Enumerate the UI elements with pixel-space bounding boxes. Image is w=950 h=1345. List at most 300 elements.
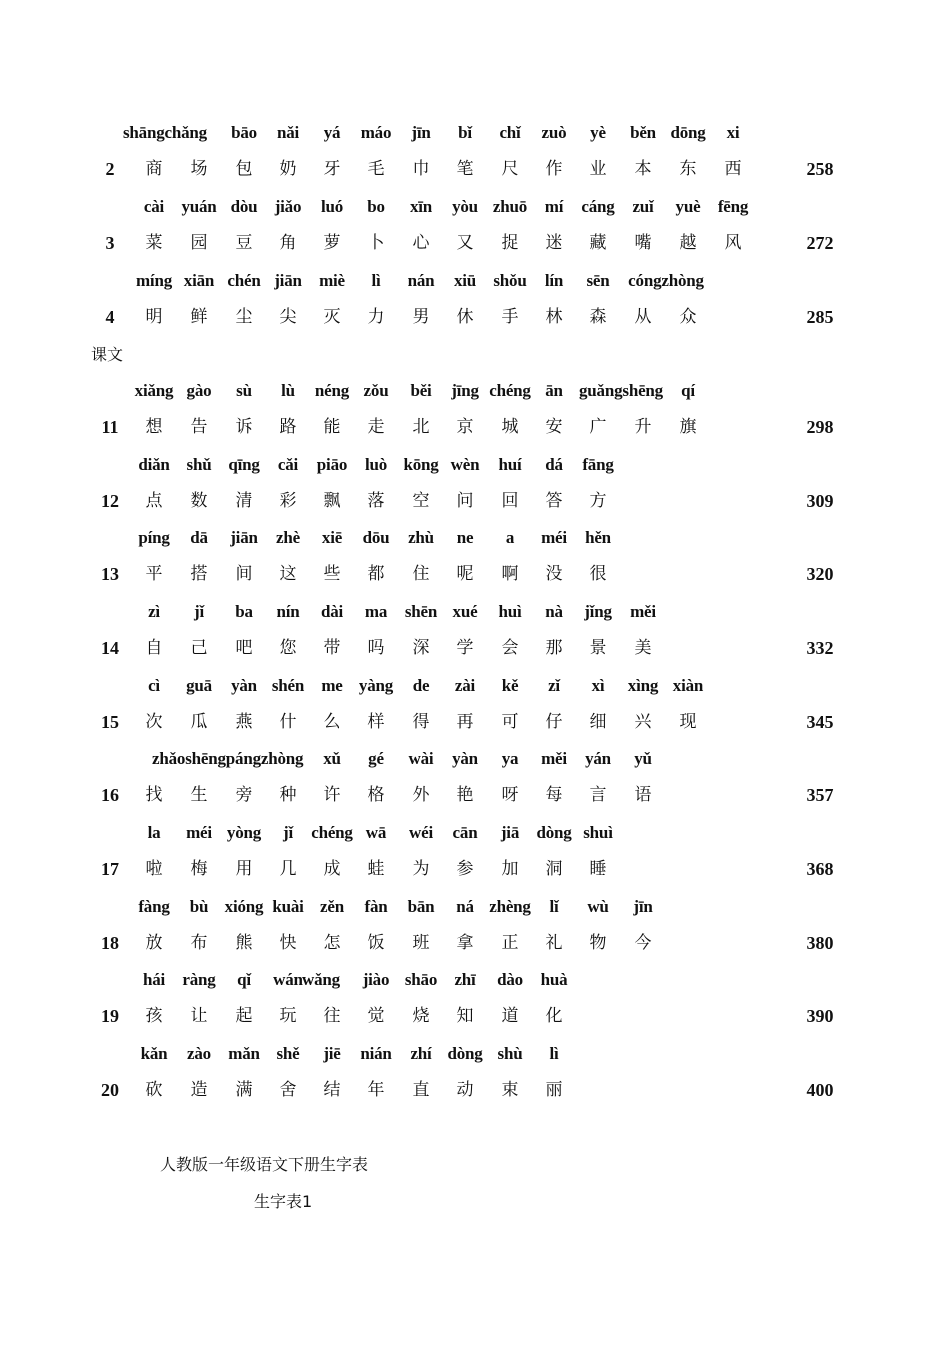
page-number: 309 <box>806 491 834 511</box>
hanzi-character: 菜 <box>145 233 163 253</box>
pinyin-syllable: jīn <box>633 897 653 916</box>
hanzi-character: 巾 <box>412 159 430 179</box>
pinyin-syllable: yòu <box>452 197 478 216</box>
pinyin-syllable: sù <box>236 381 252 400</box>
lesson-block <box>0 892 950 966</box>
pinyin-syllable: shāngchǎng <box>123 123 207 142</box>
pinyin-syllable: běi <box>410 381 432 400</box>
hanzi-character: 彩 <box>279 491 297 511</box>
hanzi-character: 尖 <box>279 307 297 327</box>
hanzi-character: 再 <box>456 712 474 732</box>
hanzi-character: 带 <box>323 638 341 658</box>
pinyin-syllable: fēng <box>717 197 749 216</box>
pinyin-row <box>0 597 950 627</box>
section-label: 课文 <box>91 345 124 364</box>
pinyin-syllable: méi <box>186 823 212 842</box>
pinyin-syllable: dòng <box>447 1044 483 1063</box>
pinyin-syllable: zuǐ <box>632 197 654 216</box>
hanzi-character: 得 <box>412 712 430 732</box>
hanzi-character: 鲜 <box>190 307 208 327</box>
pinyin-syllable: huí <box>498 455 522 474</box>
hanzi-character: 萝 <box>323 233 341 253</box>
hanzi-character: 搭 <box>190 564 208 584</box>
hanzi-character: 仔 <box>545 712 563 732</box>
pinyin-syllable: bù <box>189 897 209 916</box>
hanzi-character: 灭 <box>323 307 341 327</box>
pinyin-syllable: diǎn <box>138 455 170 474</box>
lesson-number: 12 <box>101 491 119 511</box>
pinyin-syllable: chén <box>227 271 261 290</box>
pinyin-syllable: de <box>412 676 430 695</box>
pinyin-syllable: nǎi <box>276 123 300 142</box>
pinyin-syllable: shǒu <box>493 271 527 290</box>
hanzi-character: 外 <box>412 785 430 805</box>
hanzi-character: 起 <box>235 1006 253 1026</box>
page-number: 298 <box>806 417 834 437</box>
pinyin-syllable: la <box>147 823 161 842</box>
pinyin-syllable: qí <box>681 381 695 400</box>
page-number: 285 <box>806 307 834 327</box>
hanzi-character: 玩 <box>279 1006 297 1026</box>
pinyin-syllable: guā <box>186 676 212 695</box>
lesson-number: 16 <box>101 785 119 805</box>
pinyin-syllable: qīng <box>228 455 260 474</box>
hanzi-row <box>0 154 950 184</box>
hanzi-character: 语 <box>634 785 652 805</box>
pinyin-syllable: wǎng <box>302 970 340 989</box>
hanzi-character: 燕 <box>235 712 253 732</box>
hanzi-character: 艳 <box>456 785 474 805</box>
hanzi-character: 东 <box>679 159 697 179</box>
hanzi-character: 毛 <box>367 159 385 179</box>
pinyin-syllable: shēn <box>404 602 438 621</box>
hanzi-row <box>0 780 950 810</box>
page-number: 380 <box>806 933 834 953</box>
pinyin-syllable: kōng <box>403 455 439 474</box>
pinyin-syllable: yàn <box>452 749 478 768</box>
pinyin-syllable: zǐ <box>548 676 560 695</box>
pinyin-syllable: zài <box>454 676 476 695</box>
pinyin-syllable: lín <box>544 271 564 290</box>
pinyin-syllable: yàng <box>358 676 394 695</box>
hanzi-character: 落 <box>367 491 385 511</box>
lesson-number: 14 <box>101 638 119 658</box>
pinyin-row <box>0 118 950 148</box>
page-number: 368 <box>806 859 834 879</box>
pinyin-syllable: cáng <box>581 197 615 216</box>
pinyin-syllable: luò <box>364 455 388 474</box>
pinyin-syllable: shě <box>276 1044 300 1063</box>
hanzi-character: 放 <box>145 933 163 953</box>
hanzi-character: 孩 <box>145 1006 163 1026</box>
pinyin-syllable: wù <box>587 897 609 916</box>
page-number: 357 <box>806 785 834 805</box>
hanzi-character: 知 <box>456 1006 474 1026</box>
hanzi-character: 平 <box>145 564 163 584</box>
hanzi-character: 化 <box>545 1006 563 1026</box>
pinyin-syllable: fàn <box>364 897 388 916</box>
hanzi-character: 呀 <box>501 785 519 805</box>
pinyin-syllable: dòng <box>536 823 572 842</box>
hanzi-character: 每 <box>545 785 563 805</box>
hanzi-character: 满 <box>235 1080 253 1100</box>
hanzi-row <box>0 1001 950 1031</box>
hanzi-character: 角 <box>279 233 297 253</box>
pinyin-syllable: zhè <box>276 528 300 547</box>
pinyin-syllable: jiān <box>230 528 258 547</box>
pinyin-syllable: xi <box>726 123 740 142</box>
pinyin-syllable: xióng <box>224 897 264 916</box>
hanzi-character: 森 <box>589 307 607 327</box>
pinyin-syllable: zào <box>187 1044 211 1063</box>
hanzi-character: 点 <box>145 491 163 511</box>
lesson-block <box>0 744 950 818</box>
pinyin-syllable: chǐ <box>499 123 521 142</box>
hanzi-character: 回 <box>501 491 519 511</box>
pinyin-syllable: ne <box>456 528 474 547</box>
hanzi-character: 布 <box>190 933 208 953</box>
pinyin-syllable: jiǎo <box>274 197 302 216</box>
hanzi-character: 业 <box>589 159 607 179</box>
pinyin-syllable: yuán <box>181 197 217 216</box>
hanzi-character: 觉 <box>367 1006 385 1026</box>
footer-subtitle: 生字表1 <box>254 1192 313 1211</box>
hanzi-character: 造 <box>190 1080 208 1100</box>
lesson-block <box>0 1039 950 1113</box>
hanzi-row <box>0 1075 950 1105</box>
pinyin-syllable: xiàn <box>672 676 704 695</box>
pinyin-syllable: máo <box>360 123 392 142</box>
pinyin-syllable: jiān <box>274 271 302 290</box>
pinyin-syllable: qǐ <box>237 970 251 989</box>
hanzi-character: 言 <box>589 785 607 805</box>
pinyin-syllable: bān <box>407 897 435 916</box>
lesson-number: 19 <box>101 1006 119 1026</box>
lesson-block <box>0 450 950 524</box>
pinyin-syllable: zěn <box>320 897 344 916</box>
pinyin-syllable: zǒu <box>363 381 389 400</box>
pinyin-syllable: shuì <box>583 823 613 842</box>
hanzi-character: 林 <box>545 307 563 327</box>
hanzi-character: 心 <box>412 233 430 253</box>
hanzi-character: 自 <box>145 638 163 658</box>
hanzi-character: 今 <box>634 933 652 953</box>
pinyin-row <box>0 892 950 922</box>
hanzi-character: 次 <box>145 712 163 732</box>
hanzi-character: 那 <box>545 638 563 658</box>
hanzi-character: 广 <box>589 417 607 437</box>
hanzi-character: 众 <box>679 307 697 327</box>
hanzi-character: 让 <box>190 1006 208 1026</box>
hanzi-character: 呢 <box>456 564 474 584</box>
hanzi-character: 细 <box>589 712 607 732</box>
hanzi-character: 住 <box>412 564 430 584</box>
hanzi-character: 旁 <box>235 785 253 805</box>
pinyin-syllable: xiǎng <box>134 381 174 400</box>
hanzi-row <box>0 302 950 332</box>
hanzi-character: 西 <box>724 159 742 179</box>
pinyin-row <box>0 266 950 296</box>
pinyin-syllable: cǎi <box>277 455 299 474</box>
lesson-number: 18 <box>101 933 119 953</box>
hanzi-character: 往 <box>323 1006 341 1026</box>
pinyin-syllable: běn <box>630 123 656 142</box>
lesson-number: 17 <box>101 859 119 879</box>
pinyin-syllable: xìng <box>627 676 659 695</box>
hanzi-character: 兴 <box>634 712 652 732</box>
hanzi-character: 场 <box>190 159 208 179</box>
pinyin-syllable: a <box>505 528 515 547</box>
hanzi-character: 很 <box>589 564 607 584</box>
pinyin-syllable: wā <box>365 823 387 842</box>
hanzi-character: 都 <box>367 564 385 584</box>
hanzi-character: 北 <box>412 417 430 437</box>
pinyin-syllable: bǐ <box>458 123 472 142</box>
pinyin-syllable: huì <box>498 602 522 621</box>
hanzi-character: 这 <box>279 564 297 584</box>
pinyin-syllable: xǔ <box>323 749 341 768</box>
lesson-block <box>0 965 950 1039</box>
hanzi-character: 豆 <box>235 233 253 253</box>
pinyin-syllable: zhuō <box>492 197 528 216</box>
hanzi-character: 睡 <box>589 859 607 879</box>
pinyin-syllable: cài <box>143 197 165 216</box>
pinyin-syllable: yán <box>585 749 611 768</box>
pinyin-syllable: kuài <box>272 897 304 916</box>
hanzi-character: 束 <box>501 1080 519 1100</box>
pinyin-syllable: xiū <box>453 271 477 290</box>
hanzi-character: 升 <box>634 417 652 437</box>
pinyin-syllable: dā <box>190 528 208 547</box>
hanzi-character: 拿 <box>456 933 474 953</box>
hanzi-character: 园 <box>190 233 208 253</box>
hanzi-character: 旗 <box>679 417 697 437</box>
hanzi-row <box>0 559 950 589</box>
lesson-block <box>0 597 950 671</box>
page-number: 320 <box>806 564 834 584</box>
pinyin-syllable: dōng <box>670 123 706 142</box>
pinyin-syllable: zhī <box>454 970 476 989</box>
pinyin-syllable: lì <box>371 271 381 290</box>
hanzi-character: 己 <box>190 638 208 658</box>
pinyin-syllable: cān <box>452 823 478 842</box>
pinyin-syllable: ma <box>364 602 388 621</box>
hanzi-character: 舍 <box>279 1080 297 1100</box>
pinyin-syllable: lì <box>549 1044 559 1063</box>
hanzi-character: 么 <box>323 712 341 732</box>
lesson-number: 20 <box>101 1080 119 1100</box>
pinyin-syllable: wài <box>408 749 434 768</box>
hanzi-character: 加 <box>501 859 519 879</box>
pinyin-syllable: jǐ <box>194 602 204 621</box>
pinyin-row <box>0 450 950 480</box>
hanzi-character: 商 <box>145 159 163 179</box>
pinyin-syllable: yàn <box>231 676 257 695</box>
pinyin-syllable: miè <box>319 271 345 290</box>
pinyin-syllable: xīn <box>409 197 433 216</box>
page-number: 390 <box>806 1006 834 1026</box>
pinyin-syllable: yè <box>590 123 606 142</box>
pinyin-syllable: měi <box>541 749 567 768</box>
hanzi-row <box>0 228 950 258</box>
pinyin-syllable: hěn <box>585 528 611 547</box>
hanzi-character: 本 <box>634 159 652 179</box>
hanzi-character: 清 <box>235 491 253 511</box>
hanzi-character: 路 <box>279 417 297 437</box>
pinyin-syllable: wèn <box>450 455 480 474</box>
pinyin-syllable: jīng <box>451 381 479 400</box>
page-number: 345 <box>806 712 834 732</box>
hanzi-character: 京 <box>456 417 474 437</box>
hanzi-character: 想 <box>145 417 163 437</box>
hanzi-character: 结 <box>323 1080 341 1100</box>
pinyin-syllable: wéi <box>409 823 433 842</box>
hanzi-row <box>0 928 950 958</box>
lesson-number: 13 <box>101 564 119 584</box>
hanzi-character: 饭 <box>367 933 385 953</box>
hanzi-character: 城 <box>501 417 519 437</box>
pinyin-syllable: lù <box>281 381 295 400</box>
pinyin-syllable: zhǎoshēngpángzhòng <box>152 749 304 768</box>
hanzi-character: 洞 <box>545 859 563 879</box>
hanzi-character: 能 <box>323 417 341 437</box>
hanzi-character: 直 <box>412 1080 430 1100</box>
hanzi-character: 告 <box>190 417 208 437</box>
pinyin-syllable: huà <box>540 970 568 989</box>
hanzi-character: 找 <box>145 785 163 805</box>
lesson-number: 3 <box>105 233 115 253</box>
pinyin-syllable: jǐng <box>584 602 612 621</box>
hanzi-character: 成 <box>323 859 341 879</box>
hanzi-character: 深 <box>412 638 430 658</box>
hanzi-character: 现 <box>679 712 697 732</box>
pinyin-syllable: lǐ <box>549 897 559 916</box>
hanzi-character: 道 <box>501 1006 519 1026</box>
pinyin-syllable: bo <box>367 197 385 216</box>
hanzi-character: 答 <box>545 491 563 511</box>
pinyin-row <box>0 376 950 406</box>
hanzi-character: 什 <box>279 712 297 732</box>
hanzi-character: 怎 <box>323 933 341 953</box>
pinyin-syllable: luó <box>320 197 344 216</box>
hanzi-character: 问 <box>456 491 474 511</box>
pinyin-syllable: piāo <box>316 455 348 474</box>
pinyin-syllable: jīn <box>411 123 431 142</box>
hanzi-character: 数 <box>190 491 208 511</box>
pinyin-row <box>0 523 950 553</box>
pinyin-syllable: zhù <box>408 528 434 547</box>
hanzi-character: 风 <box>724 233 742 253</box>
hanzi-character: 美 <box>634 638 652 658</box>
hanzi-character: 尺 <box>501 159 519 179</box>
pinyin-syllable: ràng <box>182 970 216 989</box>
pinyin-syllable: xiē <box>321 528 343 547</box>
hanzi-character: 种 <box>279 785 297 805</box>
hanzi-character: 安 <box>545 417 563 437</box>
hanzi-character: 牙 <box>323 159 341 179</box>
pinyin-syllable: jiē <box>323 1044 341 1063</box>
hanzi-character: 您 <box>279 638 297 658</box>
pinyin-syllable: yuè <box>675 197 701 216</box>
hanzi-character: 空 <box>412 491 430 511</box>
lesson-block <box>0 671 950 745</box>
hanzi-character: 熊 <box>235 933 253 953</box>
hanzi-character: 啊 <box>501 564 519 584</box>
hanzi-character: 砍 <box>145 1080 163 1100</box>
hanzi-character: 从 <box>634 307 652 327</box>
pinyin-syllable: míng <box>135 271 173 290</box>
pinyin-syllable: shǔ <box>186 455 212 474</box>
hanzi-character: 诉 <box>235 417 253 437</box>
pinyin-syllable: chéng <box>489 381 531 400</box>
pinyin-syllable: cì <box>148 676 160 695</box>
hanzi-character: 丽 <box>545 1080 563 1100</box>
hanzi-character: 奶 <box>279 159 297 179</box>
hanzi-character: 卜 <box>367 233 385 253</box>
hanzi-row <box>0 854 950 884</box>
hanzi-character: 作 <box>545 159 563 179</box>
pinyin-syllable: ba <box>235 602 253 621</box>
pinyin-syllable: dài <box>320 602 344 621</box>
pinyin-syllable: nián <box>360 1044 392 1063</box>
pinyin-syllable: píng <box>138 528 170 547</box>
pinyin-syllable: yǔ <box>634 749 652 768</box>
hanzi-row <box>0 707 950 737</box>
hanzi-character: 动 <box>456 1080 474 1100</box>
footer-title: 人教版一年级语文下册生字表 <box>160 1155 369 1174</box>
pinyin-syllable: mí <box>544 197 564 216</box>
hanzi-character: 藏 <box>589 233 607 253</box>
lesson-block <box>0 818 950 892</box>
pinyin-row <box>0 744 950 774</box>
pinyin-syllable: xué <box>452 602 478 621</box>
pinyin-syllable: dōu <box>362 528 390 547</box>
pinyin-row <box>0 1039 950 1069</box>
lesson-number: 2 <box>105 159 115 179</box>
pinyin-syllable: nà <box>545 602 563 621</box>
hanzi-character: 蛙 <box>367 859 385 879</box>
hanzi-character: 走 <box>367 417 385 437</box>
pinyin-syllable: nán <box>407 271 435 290</box>
hanzi-character: 飘 <box>323 491 341 511</box>
hanzi-character: 男 <box>412 307 430 327</box>
hanzi-character: 年 <box>367 1080 385 1100</box>
hanzi-row <box>0 633 950 663</box>
hanzi-character: 方 <box>589 491 607 511</box>
pinyin-syllable: yá <box>323 123 341 142</box>
pinyin-syllable: dá <box>545 455 563 474</box>
hanzi-character: 笔 <box>456 159 474 179</box>
pinyin-syllable: zhí <box>410 1044 432 1063</box>
lesson-number: 15 <box>101 712 119 732</box>
pinyin-syllable: fāng <box>582 455 614 474</box>
pinyin-syllable: kě <box>501 676 519 695</box>
lesson-block <box>0 376 950 450</box>
hanzi-character: 会 <box>501 638 519 658</box>
hanzi-character: 许 <box>323 785 341 805</box>
pinyin-syllable: xiān <box>183 271 215 290</box>
hanzi-character: 烧 <box>412 1006 430 1026</box>
pinyin-syllable: me <box>321 676 343 695</box>
pinyin-syllable: xì <box>591 676 605 695</box>
lesson-block <box>0 266 950 340</box>
hanzi-character: 啦 <box>145 859 163 879</box>
hanzi-character: 明 <box>145 307 163 327</box>
hanzi-character: 又 <box>456 233 474 253</box>
hanzi-character: 些 <box>323 564 341 584</box>
pinyin-syllable: jiā <box>500 823 520 842</box>
hanzi-character: 可 <box>501 712 519 732</box>
